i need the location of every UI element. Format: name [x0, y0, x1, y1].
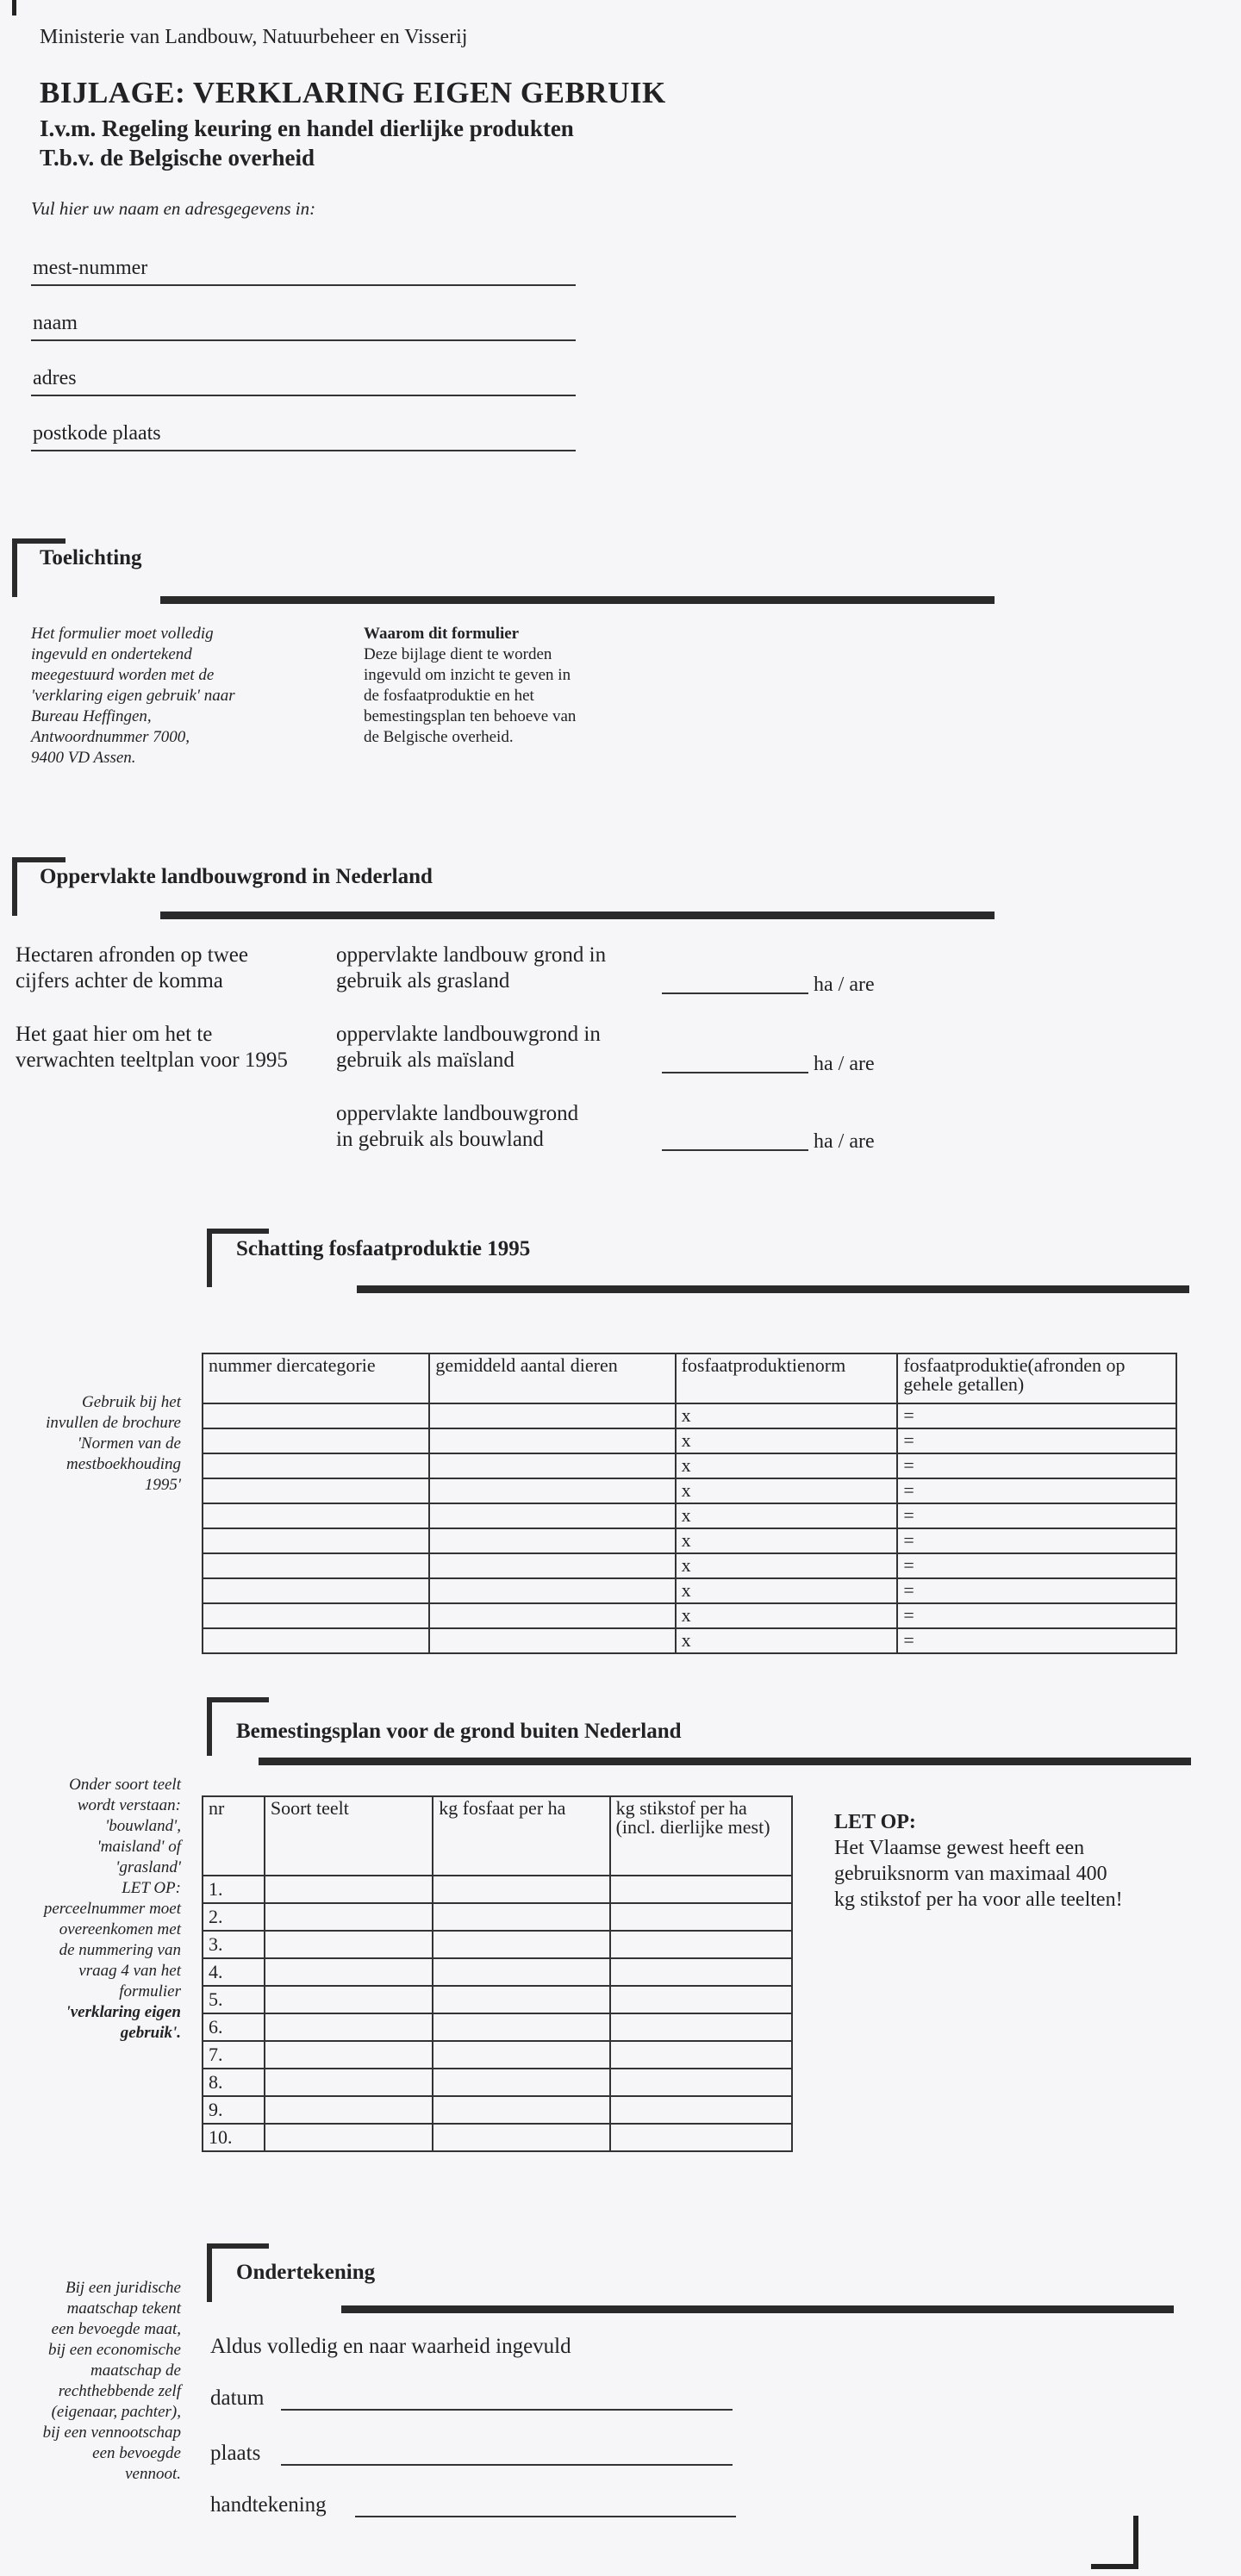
fosfaat-cell[interactable] — [203, 1478, 429, 1503]
fosfaat-cell[interactable] — [429, 1403, 675, 1428]
bemesting-cell[interactable] — [610, 1986, 792, 2013]
field-line-postkode-plaats[interactable] — [31, 450, 576, 451]
fosfaat-cell[interactable] — [203, 1603, 429, 1628]
bemesting-cell[interactable] — [610, 1958, 792, 1986]
multiply-mark: x — [676, 1628, 898, 1653]
equals-mark: = — [897, 1478, 1176, 1503]
bemesting-cell[interactable] — [433, 1903, 609, 1931]
bemesting-cell[interactable] — [265, 2013, 433, 2041]
subtitle-2: T.b.v. de Belgische overheid — [40, 145, 315, 171]
section-title-bemesting: Bemestingsplan voor de grond buiten Nederland — [236, 1720, 682, 1743]
col-header-produktie: fosfaatproduktie(afronden op gehele getallen) — [897, 1353, 1176, 1403]
section-bar-toelichting — [160, 596, 995, 604]
bemesting-cell[interactable] — [433, 1986, 609, 2013]
instruction-text: Vul hier uw naam en adresgegevens in: — [31, 198, 316, 219]
section-bar-bemesting — [259, 1758, 1191, 1765]
fosfaat-cell[interactable] — [203, 1403, 429, 1428]
section-title-toelichting: Toelichting — [40, 546, 142, 569]
bemesting-cell[interactable] — [265, 1986, 433, 2013]
field-label-postkode-plaats: postkode plaats — [33, 422, 161, 445]
row-number: 4. — [203, 1958, 265, 1986]
bemesting-cell[interactable] — [265, 1931, 433, 1958]
equals-mark: = — [897, 1528, 1176, 1553]
toelichting-left-note: Het formulier moet volledig ingevuld en ondertekend meegestuurd worden met de 'verklaring eigen gebruik' naar Bureau Heffingen, Antwoordnummer 7000, 9400 VD Assen. — [31, 625, 235, 767]
equals-mark: = — [897, 1503, 1176, 1528]
fosfaat-cell[interactable] — [203, 1503, 429, 1528]
area-input-grasland[interactable] — [662, 992, 808, 994]
fosfaat-side-note: Gebruik bij het invullen de brochure 'Normen van de mestboekhouding 1995' — [46, 1393, 181, 1494]
fosfaat-cell[interactable] — [429, 1428, 675, 1453]
fosfaat-cell[interactable] — [429, 1628, 675, 1653]
bemesting-row — [203, 1876, 792, 1903]
area-unit-maisland: ha / are — [814, 1053, 875, 1075]
ministry-name: Ministerie van Landbouw, Natuurbeheer en Visserij — [40, 26, 468, 48]
field-line-adres[interactable] — [31, 395, 576, 396]
area-unit-bouwland: ha / are — [814, 1130, 875, 1153]
equals-mark: = — [897, 1553, 1176, 1578]
row-number: 10. — [203, 2124, 265, 2151]
multiply-mark: x — [676, 1603, 898, 1628]
area-label-maisland: oppervlakte landbouwgrond in gebruik als maïsland — [336, 1023, 601, 1072]
bemesting-side-note: Onder soort teelt wordt verstaan: 'bouwland', 'maisland' of 'grasland' LET OP: perceelnummer moet overeenkomen met de nummering van vraag 4 van het formulier 'verklaring eigen gebruik'. — [43, 1776, 181, 2042]
fosfaat-row — [203, 1578, 1176, 1603]
row-number: 9. — [203, 2096, 265, 2124]
bemesting-cell[interactable] — [265, 1903, 433, 1931]
why-title: Waarom dit formulier — [364, 625, 520, 643]
bemesting-row — [203, 2069, 792, 2096]
multiply-mark: x — [676, 1503, 898, 1528]
fosfaat-cell[interactable] — [429, 1528, 675, 1553]
area-label-grasland: oppervlakte landbouw grond in gebruik als grasland — [336, 943, 607, 992]
section-title-ondertekening: Ondertekening — [236, 2261, 376, 2284]
sign-line-datum[interactable] — [281, 2409, 733, 2411]
ondertekening-side-note: Bij een juridische maatschap tekent een bevoegde maat, bij een economische maatschap de rechthebbende zelf (eigenaar, pachter), bij een vennootschap een bevoegde vennoot. — [42, 2279, 181, 2483]
letop-title: LET OP: — [834, 1811, 916, 1833]
area-input-bouwland[interactable] — [662, 1149, 808, 1151]
equals-mark: = — [897, 1578, 1176, 1603]
fosfaat-cell[interactable] — [429, 1503, 675, 1528]
bemesting-header-row — [203, 1796, 792, 1876]
field-label-adres: adres — [33, 367, 77, 389]
fosfaat-cell[interactable] — [429, 1553, 675, 1578]
row-number: 1. — [203, 1876, 265, 1903]
bemesting-cell[interactable] — [433, 2013, 609, 2041]
equals-mark: = — [897, 1403, 1176, 1428]
fosfaat-cell[interactable] — [203, 1528, 429, 1553]
field-line-naam[interactable] — [31, 339, 576, 341]
field-label-naam: naam — [33, 312, 78, 334]
bemesting-cell[interactable] — [610, 1903, 792, 1931]
bemesting-cell[interactable] — [610, 2013, 792, 2041]
multiply-mark: x — [676, 1403, 898, 1428]
bemesting-row — [203, 2124, 792, 2151]
row-number: 5. — [203, 1986, 265, 2013]
bemesting-cell[interactable] — [610, 2124, 792, 2151]
multiply-mark: x — [676, 1578, 898, 1603]
fosfaat-row — [203, 1603, 1176, 1628]
bemesting-table — [202, 1795, 793, 2152]
bemesting-cell[interactable] — [265, 2124, 433, 2151]
fosfaat-cell[interactable] — [203, 1628, 429, 1653]
oppervlakte-note-2: Het gaat hier om het te verwachten teeltplan voor 1995 — [16, 1023, 288, 1072]
col-header-diercategorie: nummer diercategorie — [203, 1353, 429, 1403]
equals-mark: = — [897, 1628, 1176, 1653]
row-number: 8. — [203, 2069, 265, 2096]
fosfaat-row — [203, 1478, 1176, 1503]
bemesting-cell[interactable] — [433, 2096, 609, 2124]
fosfaat-table — [202, 1353, 1177, 1654]
bemesting-cell[interactable] — [433, 2124, 609, 2151]
page-title: BIJLAGE: VERKLARING EIGEN GEBRUIK — [40, 76, 666, 109]
fosfaat-cell[interactable] — [429, 1478, 675, 1503]
area-input-maisland[interactable] — [662, 1072, 808, 1073]
sign-label-handtekening: handtekening — [210, 2493, 327, 2517]
bemesting-cell[interactable] — [265, 2041, 433, 2069]
fosfaat-row — [203, 1403, 1176, 1428]
bemesting-cell[interactable] — [433, 1876, 609, 1903]
row-number: 3. — [203, 1931, 265, 1958]
bemesting-cell[interactable] — [265, 2096, 433, 2124]
col-header-nr: nr — [203, 1796, 265, 1876]
equals-mark: = — [897, 1428, 1176, 1453]
bemesting-row — [203, 1903, 792, 1931]
bemesting-row — [203, 2041, 792, 2069]
col-header-kg-stikstof: kg stikstof per ha (incl. dierlijke mest) — [610, 1796, 792, 1876]
letop-block: LET OP: Het Vlaamse gewest heeft een gebruiksnorm van maximaal 400 kg stikstof per ha voor alle teelten! — [834, 1811, 1123, 1911]
fosfaat-header-row — [203, 1353, 1176, 1403]
col-header-soort-teelt: Soort teelt — [265, 1796, 433, 1876]
bemesting-row — [203, 1986, 792, 2013]
field-label-mest-nummer: mest-nummer — [33, 257, 148, 279]
bemesting-cell[interactable] — [610, 1931, 792, 1958]
section-bar-fosfaat — [357, 1285, 1189, 1293]
field-line-mest-nummer[interactable] — [31, 284, 576, 286]
col-header-kg-fosfaat: kg fosfaat per ha — [433, 1796, 609, 1876]
bemesting-row — [203, 2096, 792, 2124]
fosfaat-row — [203, 1503, 1176, 1528]
bemesting-cell[interactable] — [265, 1958, 433, 1986]
multiply-mark: x — [676, 1553, 898, 1578]
bemesting-row — [203, 2013, 792, 2041]
bemesting-cell[interactable] — [610, 2041, 792, 2069]
fosfaat-cell[interactable] — [429, 1453, 675, 1478]
bemesting-cell[interactable] — [433, 2041, 609, 2069]
fosfaat-cell[interactable] — [203, 1428, 429, 1453]
fosfaat-row — [203, 1553, 1176, 1578]
why-block: Waarom dit formulier Deze bijlage dient te worden ingevuld om inzicht te geven in de fosfaatproduktie en het bemestingsplan ten behoeve van de Belgische overheid. — [364, 625, 577, 746]
area-label-bouwland: oppervlakte landbouwgrond in gebruik als bouwland — [336, 1102, 579, 1151]
row-number: 7. — [203, 2041, 265, 2069]
fosfaat-cell[interactable] — [429, 1578, 675, 1603]
bemesting-row — [203, 1958, 792, 1986]
bemesting-cell[interactable] — [433, 1958, 609, 1986]
bemesting-cell[interactable] — [610, 2069, 792, 2096]
sign-label-datum: datum — [210, 2386, 265, 2410]
fosfaat-cell[interactable] — [203, 1453, 429, 1478]
row-number: 6. — [203, 2013, 265, 2041]
fosfaat-row — [203, 1453, 1176, 1478]
multiply-mark: x — [676, 1478, 898, 1503]
section-bar-oppervlakte — [160, 912, 995, 919]
multiply-mark: x — [676, 1428, 898, 1453]
bemesting-cell[interactable] — [433, 1931, 609, 1958]
bemesting-row — [203, 1931, 792, 1958]
equals-mark: = — [897, 1453, 1176, 1478]
bemesting-cell[interactable] — [610, 2096, 792, 2124]
row-number: 2. — [203, 1903, 265, 1931]
bemesting-cell[interactable] — [265, 1876, 433, 1903]
corner-mark-top — [12, 0, 16, 16]
sign-label-plaats: plaats — [210, 2442, 261, 2465]
oppervlakte-note-1: Hectaren afronden op twee cijfers achter de komma — [16, 943, 248, 992]
corner-mark-bottom — [1133, 2516, 1138, 2569]
section-bar-ondertekening — [341, 2305, 1174, 2313]
subtitle-1: I.v.m. Regeling keuring en handel dierlijke produkten — [40, 115, 574, 141]
fosfaat-cell[interactable] — [203, 1553, 429, 1578]
sign-line-plaats[interactable] — [281, 2464, 733, 2466]
sign-line-handtekening[interactable] — [355, 2516, 736, 2517]
equals-mark: = — [897, 1603, 1176, 1628]
bemesting-cell[interactable] — [610, 1876, 792, 1903]
multiply-mark: x — [676, 1528, 898, 1553]
fosfaat-row — [203, 1528, 1176, 1553]
area-unit-grasland: ha / are — [814, 974, 875, 996]
fosfaat-row — [203, 1628, 1176, 1653]
col-header-norm: fosfaatproduktienorm — [676, 1353, 898, 1403]
fosfaat-cell[interactable] — [203, 1578, 429, 1603]
section-title-oppervlakte: Oppervlakte landbouwgrond in Nederland — [40, 865, 433, 888]
fosfaat-cell[interactable] — [429, 1603, 675, 1628]
bemesting-cell[interactable] — [265, 2069, 433, 2096]
bemesting-cell[interactable] — [433, 2069, 609, 2096]
corner-mark-bottom-foot — [1091, 2564, 1138, 2569]
ondertekening-intro: Aldus volledig en naar waarheid ingevuld — [210, 2335, 571, 2358]
section-title-fosfaat: Schatting fosfaatproduktie 1995 — [236, 1237, 531, 1260]
fosfaat-row — [203, 1428, 1176, 1453]
multiply-mark: x — [676, 1453, 898, 1478]
col-header-aantal-dieren: gemiddeld aantal dieren — [429, 1353, 675, 1403]
